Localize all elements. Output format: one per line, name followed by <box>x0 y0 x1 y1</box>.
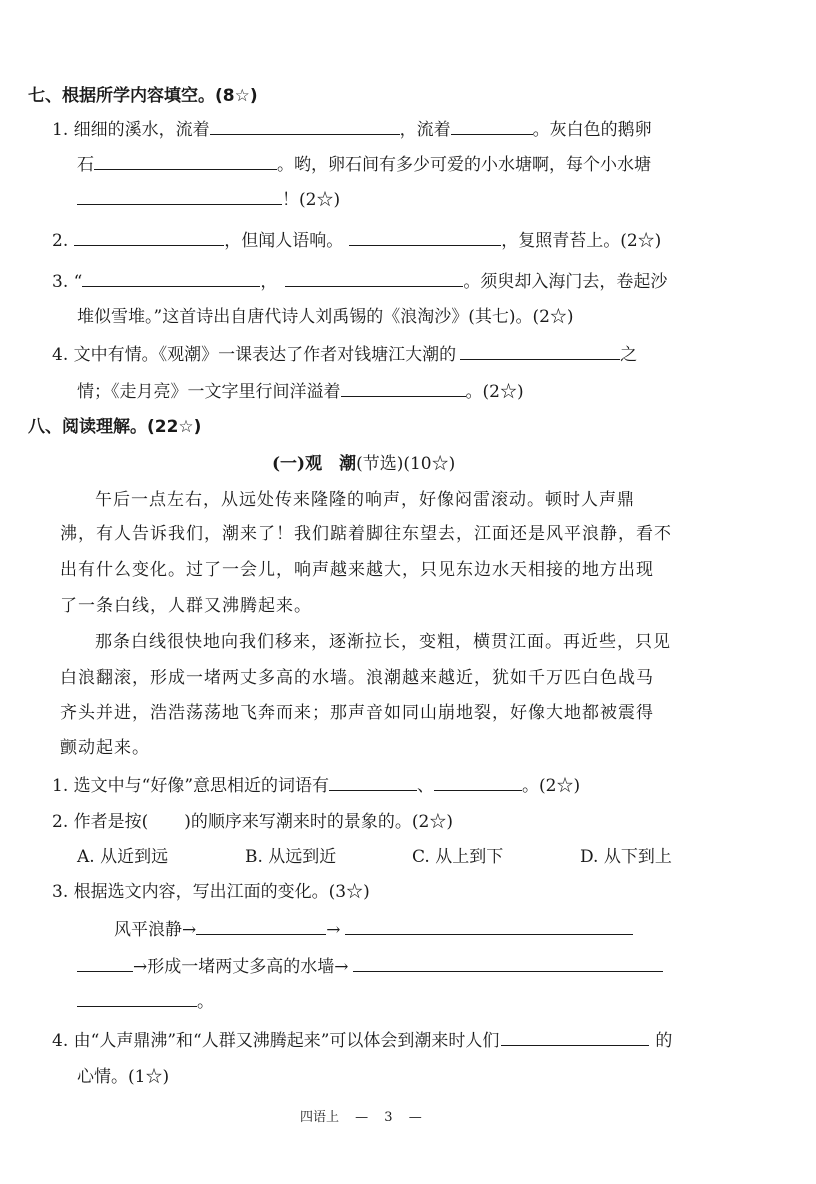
s8-q3-blank-5[interactable] <box>77 990 197 1007</box>
passage-p1-line1: 午后一点左右，从远处传来隆隆的响声，好像闷雷滚动。顿时人声鼎 <box>95 490 635 510</box>
arrow-right-icon-3: → <box>133 957 148 977</box>
s7-q2-text-a: 2. <box>52 231 69 251</box>
passage-p2-line1: 那条白线很快地向我们移来，逐渐拉长，变粗，横贯江面。再近些，只见 <box>95 632 671 652</box>
section7-heading: 七、根据所学内容填空。(8☆) <box>28 86 258 106</box>
s7-q1-blank-3[interactable] <box>94 153 277 170</box>
s7-q4-line2 <box>77 380 524 404</box>
s7-q2-blank-2[interactable] <box>349 229 501 246</box>
s8-q3-blank-3[interactable] <box>77 955 133 972</box>
s8-q3-chain-line2 <box>77 955 663 979</box>
s8-q2-text-b: )的顺序来写潮来时的景象的。(2☆) <box>184 812 453 832</box>
s8-q2-text-a: 2. 作者是按( <box>52 812 149 832</box>
passage-p2-line4: 颤动起来。 <box>60 738 150 758</box>
section8-heading: 八、阅读理解。(22☆) <box>28 417 202 437</box>
s7-q1-blank-4[interactable] <box>77 188 282 205</box>
arrow-right-icon-1: → <box>182 920 197 940</box>
s7-q2-text-c: ，复照青苔上。(2☆) <box>501 231 662 251</box>
page-footer <box>300 1106 422 1130</box>
s8-q1-line <box>52 774 580 798</box>
s7-q1-blank-1[interactable] <box>210 118 400 135</box>
s8-q3-end: 。 <box>197 992 214 1012</box>
passage-title: (一)观 潮 <box>272 454 357 474</box>
s8-q3-prompt: 3. 根据选文内容，写出江面的变化。(3☆) <box>52 882 370 902</box>
arrow-right-icon-4: → <box>334 957 349 977</box>
footer-dash-left: — <box>355 1110 369 1125</box>
s8-q3-blank-2[interactable] <box>345 918 633 935</box>
s7-q3-text-b: ， <box>260 272 278 292</box>
s7-q4-text-c: 情；《走月亮》一文字里行间洋溢着 <box>77 382 341 402</box>
s7-q4-line1 <box>52 343 637 367</box>
s7-q1-text-d: 石 <box>77 155 94 175</box>
s8-q4-line2: 心情。(1☆) <box>77 1067 170 1087</box>
s7-q4-text-a: 4. 文中有情。《观潮》一课表达了作者对钱塘江大潮的 <box>52 345 457 365</box>
s7-q3-line2: 堆似雪堆。”这首诗出自唐代诗人刘禹锡的《浪淘沙》(其七)。(2☆) <box>77 307 574 327</box>
s7-q1-text-c: 。灰白色的鹅卵 <box>532 120 652 140</box>
footer-subject: 四语上 <box>300 1110 340 1125</box>
s8-q1-text-a: 1. 选文中与“好像”意思相近的词语有 <box>52 776 330 796</box>
s7-q1-line3 <box>77 188 340 212</box>
passage-p2-line3: 齐头并进，浩浩荡荡地飞奔而来；那声音如同山崩地裂，好像大地都被震得 <box>60 703 654 723</box>
s8-q1-blank-2[interactable] <box>434 774 522 791</box>
s7-q2-line <box>52 229 661 253</box>
s8-q3-middle: 形成一堵两丈多高的水墙 <box>147 957 335 977</box>
passage-p1-line2: 沸，有人告诉我们，潮来了！我们踮着脚往东望去，江面还是风平浪静，看不 <box>60 524 672 544</box>
s7-q2-blank-1[interactable] <box>74 229 224 246</box>
s7-q3-blank-1[interactable] <box>82 270 260 287</box>
s8-q2-option-d: D. 从下到上 <box>580 847 672 867</box>
passage-p1-line3: 出有什么变化。过了一会儿，响声越来越大，只见东边水天相接的地方出现 <box>60 560 654 580</box>
s8-q4-text-a: 4. 由“人声鼎沸”和“人群又沸腾起来”可以体会到潮来时人们 <box>52 1031 500 1051</box>
passage-p2-line2: 白浪翻滚，形成一堵两丈多高的水墙。浪潮越来越近，犹如千万匹白色战马 <box>60 668 654 688</box>
s8-q1-text-c: 。(2☆) <box>522 776 581 796</box>
s8-q1-blank-1[interactable] <box>329 774 417 791</box>
s8-q3-blank-4[interactable] <box>353 955 663 972</box>
s8-q2-option-c: C. 从上到下 <box>412 847 504 867</box>
s8-q2-option-b: B. 从远到近 <box>245 847 337 867</box>
s7-q1-text-f: ！(2☆) <box>282 190 341 210</box>
s7-q1-text-e: 。哟，卵石间有多少可爱的小水塘啊，每个小水塘 <box>277 155 651 175</box>
footer-dash-right: — <box>408 1110 422 1125</box>
s8-q2-line <box>52 810 453 834</box>
arrow-right-icon-2: → <box>326 920 341 940</box>
page-number: 3 <box>384 1110 393 1125</box>
passage-p1-line4: 了一条白线，人群又沸腾起来。 <box>60 596 312 616</box>
s7-q3-text-c: 。须臾却入海门去，卷起沙 <box>463 272 668 292</box>
s8-q3-chain-line1 <box>114 918 633 942</box>
passage-title-line <box>272 452 455 476</box>
s7-q3-text-a: 3. “ <box>52 272 83 292</box>
s8-q4-blank-1[interactable] <box>501 1029 649 1046</box>
s7-q4-text-d: 。(2☆) <box>465 382 524 402</box>
s8-q1-text-b: 、 <box>417 776 435 796</box>
s7-q3-blank-2[interactable] <box>285 270 463 287</box>
s8-q3-chain-line3 <box>77 990 214 1014</box>
s7-q1-text-a: 1. 细细的溪水，流着 <box>52 120 210 140</box>
s7-q1-line2 <box>77 153 651 177</box>
s8-q3-start: 风平浪静 <box>114 920 182 940</box>
s8-q4-line1 <box>52 1029 672 1053</box>
s7-q4-text-b: 之 <box>620 345 638 365</box>
s7-q4-blank-1[interactable] <box>460 343 620 360</box>
s7-q1-text-b: ，流着 <box>399 120 451 140</box>
s8-q2-option-a: A. 从近到远 <box>77 847 169 867</box>
s7-q4-blank-2[interactable] <box>341 380 466 397</box>
s7-q1-blank-2[interactable] <box>451 118 533 135</box>
s7-q3-line1 <box>52 270 667 294</box>
s7-q2-text-b: ，但闻人语响。 <box>224 231 344 251</box>
s8-q4-text-b: 的 <box>655 1031 673 1051</box>
s8-q3-blank-1[interactable] <box>196 918 326 935</box>
s7-q1-line1 <box>52 118 652 142</box>
passage-note: (节选)(10☆) <box>356 454 456 474</box>
